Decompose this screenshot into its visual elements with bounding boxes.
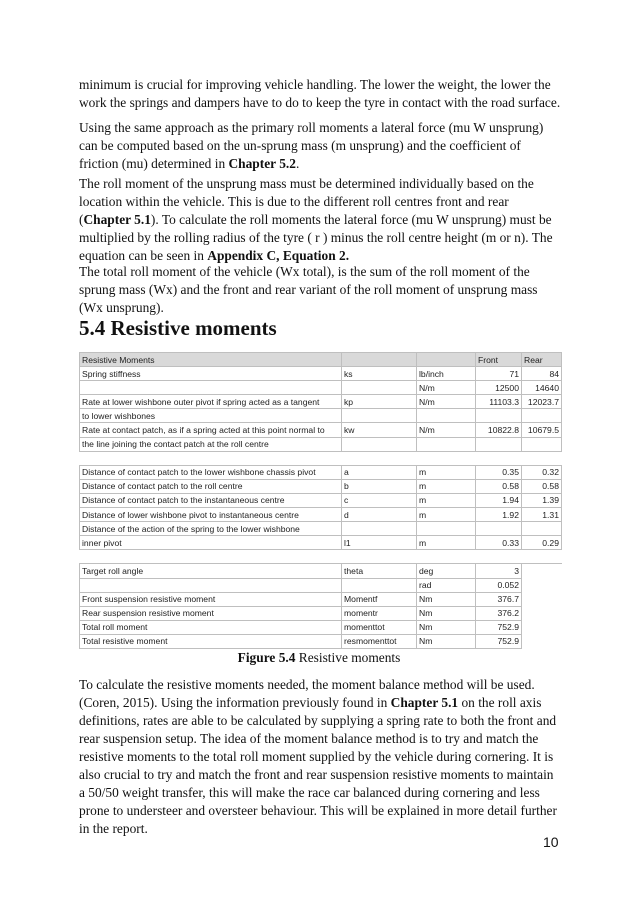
- paragraph-text: To calculate the resistive moments needed, the moment balance method will be used. (Coren, 2015). Using the information previously found in: [79, 677, 535, 710]
- description-cell: Distance of the action of the spring to the lower wishbone: [80, 522, 342, 536]
- rear-value-cell: 1.31: [522, 508, 562, 522]
- symbol-cell: b: [342, 479, 417, 493]
- symbol-cell: [342, 522, 417, 536]
- unit-cell: m: [417, 536, 476, 550]
- table-row: [80, 423, 562, 437]
- chapter-reference: Chapter 5.1: [83, 212, 151, 227]
- front-value-cell: 11103.3: [476, 395, 522, 409]
- rear-value-cell: [522, 409, 562, 423]
- description-cell: the line joining the contact patch at the roll centre: [80, 437, 342, 451]
- symbol-cell: [342, 451, 417, 465]
- rear-value-cell: 0.29: [522, 536, 562, 550]
- paragraph-text: The total roll moment of the vehicle (Wx total), is the sum of the roll moment of the sprung mass (Wx) and the front and rear variant of the roll moment of unsprung mass (Wx unsprung).: [79, 264, 538, 315]
- front-value-cell: 1.94: [476, 493, 522, 507]
- rear-value-cell: [522, 620, 562, 634]
- description-cell: to lower wishbones: [80, 409, 342, 423]
- table-row: [80, 508, 562, 522]
- description-cell: Total roll moment: [80, 620, 342, 634]
- paragraph-total-roll-moment: [79, 263, 561, 317]
- front-value-cell: [476, 522, 522, 536]
- symbol-cell: momentr: [342, 606, 417, 620]
- paragraph-text: The roll moment of the unsprung mass must be determined individually based on the location within the vehicle. This is due to the different roll centres front and rear (: [79, 176, 534, 227]
- front-value-cell: [476, 550, 522, 564]
- unit-cell: rad: [417, 578, 476, 592]
- description-cell: Rate at lower wishbone outer pivot if spring acted as a tangent: [80, 395, 342, 409]
- rear-value-cell: [522, 606, 562, 620]
- front-value-cell: 0.33: [476, 536, 522, 550]
- table-row: [80, 381, 562, 395]
- chapter-reference: Chapter 5.2: [228, 156, 296, 171]
- front-value-cell: 3: [476, 564, 522, 578]
- table-row: [80, 409, 562, 423]
- paragraph-lateral-force: [79, 119, 561, 173]
- symbol-cell: d: [342, 508, 417, 522]
- unit-cell: m: [417, 479, 476, 493]
- front-value-cell: 71: [476, 367, 522, 381]
- paragraph-unsprung-weight: [79, 76, 561, 112]
- unit-cell: N/m: [417, 423, 476, 437]
- unit-cell: [417, 437, 476, 451]
- description-cell: inner pivot: [80, 536, 342, 550]
- symbol-cell: theta: [342, 564, 417, 578]
- paragraph-text: .: [295, 156, 300, 171]
- rear-value-cell: 84: [522, 367, 562, 381]
- rear-value-cell: [522, 550, 562, 564]
- unit-cell: Nm: [417, 620, 476, 634]
- table-row: [80, 606, 562, 620]
- paragraph-unsprung-roll-moment: [79, 175, 561, 265]
- front-value-cell: Front: [476, 353, 522, 367]
- rear-value-cell: 0.32: [522, 465, 562, 479]
- description-cell: Spring stiffness: [80, 367, 342, 381]
- unit-cell: Nm: [417, 592, 476, 606]
- description-cell: Distance of contact patch to the lower wishbone chassis pivot: [80, 465, 342, 479]
- symbol-cell: ks: [342, 367, 417, 381]
- description-cell: Distance of contact patch to the instantaneous centre: [80, 493, 342, 507]
- table-row: [80, 536, 562, 550]
- figure-caption: [0, 650, 638, 666]
- description-cell: [80, 550, 342, 564]
- section-heading: 5.4 Resistive moments: [79, 316, 277, 340]
- symbol-cell: [342, 437, 417, 451]
- symbol-cell: [342, 550, 417, 564]
- rear-value-cell: [522, 634, 562, 648]
- table-row: [80, 367, 562, 381]
- description-cell: Rear suspension resistive moment: [80, 606, 342, 620]
- unit-cell: Nm: [417, 606, 476, 620]
- table-row: [80, 578, 562, 592]
- table-row: [80, 620, 562, 634]
- symbol-cell: l1: [342, 536, 417, 550]
- front-value-cell: 376.7: [476, 592, 522, 606]
- rear-value-cell: 10679.5: [522, 423, 562, 437]
- unit-cell: N/m: [417, 381, 476, 395]
- rear-value-cell: 12023.7: [522, 395, 562, 409]
- description-cell: Target roll angle: [80, 564, 342, 578]
- table-header-row: [80, 353, 562, 367]
- description-cell: Rate at contact patch, as if a spring acted at this point normal to: [80, 423, 342, 437]
- resistive-moments-table: [79, 352, 562, 649]
- description-cell: Front suspension resistive moment: [80, 592, 342, 606]
- rear-value-cell: [522, 578, 562, 592]
- unit-cell: m: [417, 493, 476, 507]
- symbol-cell: [342, 353, 417, 367]
- table-row: [80, 493, 562, 507]
- symbol-cell: [342, 578, 417, 592]
- front-value-cell: [476, 451, 522, 465]
- symbol-cell: [342, 409, 417, 423]
- front-value-cell: 1.92: [476, 508, 522, 522]
- symbol-cell: a: [342, 465, 417, 479]
- symbol-cell: kw: [342, 423, 417, 437]
- symbol-cell: kp: [342, 395, 417, 409]
- unit-cell: N/m: [417, 395, 476, 409]
- front-value-cell: 752.9: [476, 634, 522, 648]
- unit-cell: [417, 353, 476, 367]
- description-cell: [80, 451, 342, 465]
- table-row: [80, 465, 562, 479]
- table-row: [80, 451, 562, 465]
- table-row: [80, 437, 562, 451]
- front-value-cell: 376.2: [476, 606, 522, 620]
- front-value-cell: 0.58: [476, 479, 522, 493]
- rear-value-cell: [522, 592, 562, 606]
- rear-value-cell: 14640: [522, 381, 562, 395]
- rear-value-cell: 0.58: [522, 479, 562, 493]
- symbol-cell: c: [342, 493, 417, 507]
- description-cell: Resistive Moments: [80, 353, 342, 367]
- page-number: 10: [543, 834, 559, 850]
- unit-cell: m: [417, 508, 476, 522]
- symbol-cell: momenttot: [342, 620, 417, 634]
- front-value-cell: [476, 437, 522, 451]
- unit-cell: [417, 522, 476, 536]
- table-row: [80, 395, 562, 409]
- unit-cell: m: [417, 465, 476, 479]
- table-row: [80, 479, 562, 493]
- front-value-cell: 12500: [476, 381, 522, 395]
- paragraph-text: Using the same approach as the primary roll moments a lateral force (mu W unsprung) can be computed based on the un-sprung mass (m unsprung) and the coefficient of friction (mu) determined in: [79, 120, 544, 171]
- table-row: [80, 550, 562, 564]
- figure-caption-text: Resistive moments: [295, 650, 401, 665]
- paragraph-text: on the roll axis definitions, rates are able to be calculated by supplying a spring rate to both the front and rear suspension setup. The idea of the moment balance method is to try and match the resistive moments to the total roll moment supplied by the vehicle during cornering. It is also crucial to try and match the front and rear suspension resistive moments to maintain a 50/50 weight transfer, this will make the race car balanced during cornering and less prone to understeer and oversteer behaviour. This will be explained in more detail further in the report.: [79, 695, 557, 836]
- front-value-cell: 752.9: [476, 620, 522, 634]
- appendix-reference: Appendix C, Equation 2.: [207, 248, 350, 263]
- rear-value-cell: [522, 564, 562, 578]
- rear-value-cell: Rear: [522, 353, 562, 367]
- rear-value-cell: [522, 451, 562, 465]
- description-cell: Total resistive moment: [80, 634, 342, 648]
- paragraph-moment-balance: [79, 676, 561, 838]
- symbol-cell: resmomenttot: [342, 634, 417, 648]
- figure-label: Figure 5.4: [237, 650, 296, 665]
- description-cell: [80, 578, 342, 592]
- unit-cell: lb/inch: [417, 367, 476, 381]
- paragraph-text: ). To calculate the roll moments the lateral force (mu W unsprung) must be multiplied by the rolling radius of the tyre ( r ) minus the roll centre height (m or n). The equation can be seen in: [79, 212, 553, 263]
- paragraph-text: minimum is crucial for improving vehicle handling. The lower the weight, the lower the work the springs and dampers have to do to keep the tyre in contact with the road surface.: [79, 77, 561, 110]
- unit-cell: Nm: [417, 634, 476, 648]
- rear-value-cell: [522, 437, 562, 451]
- unit-cell: [417, 409, 476, 423]
- front-value-cell: 0.052: [476, 578, 522, 592]
- symbol-cell: [342, 381, 417, 395]
- table-row: [80, 592, 562, 606]
- rear-value-cell: 1.39: [522, 493, 562, 507]
- front-value-cell: [476, 409, 522, 423]
- symbol-cell: Momentf: [342, 592, 417, 606]
- rear-value-cell: [522, 522, 562, 536]
- table-row: [80, 564, 562, 578]
- description-cell: Distance of contact patch to the roll centre: [80, 479, 342, 493]
- front-value-cell: 10822.8: [476, 423, 522, 437]
- unit-cell: [417, 451, 476, 465]
- description-cell: [80, 381, 342, 395]
- front-value-cell: 0.35: [476, 465, 522, 479]
- unit-cell: [417, 550, 476, 564]
- table-row: [80, 522, 562, 536]
- unit-cell: deg: [417, 564, 476, 578]
- table-row: [80, 634, 562, 648]
- description-cell: Distance of lower wishbone pivot to instantaneous centre: [80, 508, 342, 522]
- chapter-reference: Chapter 5.1: [390, 695, 459, 710]
